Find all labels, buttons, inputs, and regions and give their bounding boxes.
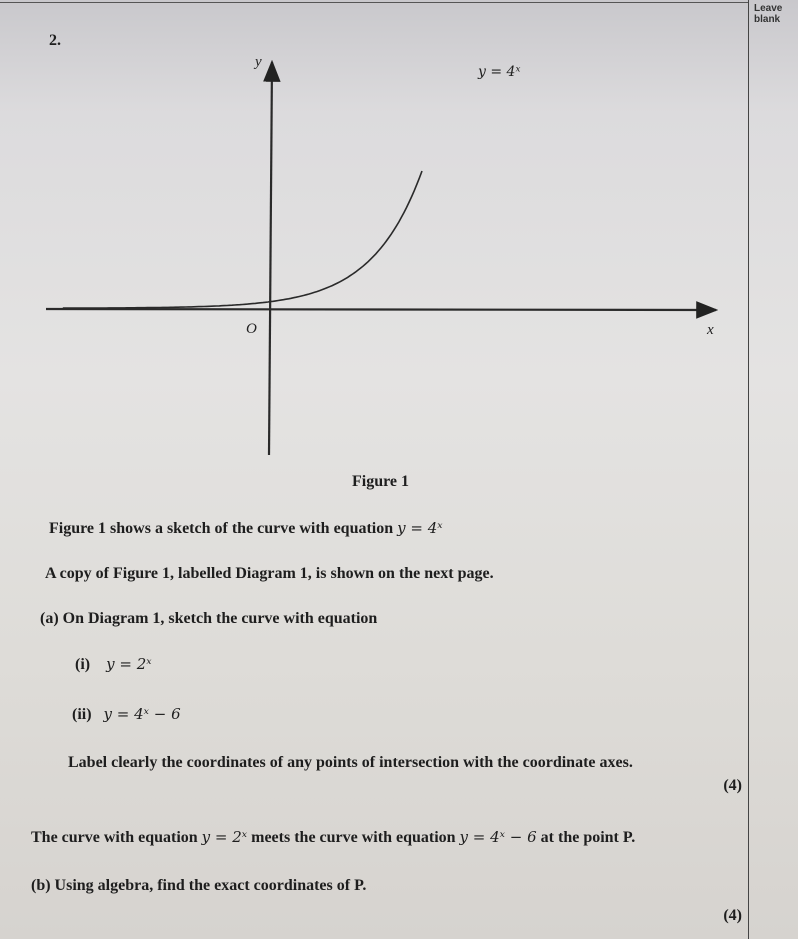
part-a-text: (a) On Diagram 1, sketch the curve with equation [40, 610, 378, 627]
part-a-ii-label: (ii) [72, 706, 92, 723]
question-number: 2. [49, 32, 61, 49]
meets-equation-1: y = 2ˣ [201, 828, 248, 846]
part-a-ii [72, 705, 181, 724]
x-axis [46, 309, 716, 310]
intro-line [49, 519, 443, 538]
part-a-i-label: (i) [75, 656, 91, 673]
marks-b: (4) [723, 907, 742, 924]
y-axis [269, 62, 272, 455]
y-axis-label: y [255, 54, 262, 70]
leave-label: Leave [754, 3, 783, 14]
intro-equation: y = 4ˣ [397, 519, 443, 537]
part-a-i-equation: y = 2ˣ [106, 655, 152, 673]
part-a-i [75, 655, 152, 674]
part-a-ii-equation: y = 4ˣ − 6 [103, 705, 181, 723]
origin-label: O [246, 321, 257, 337]
copy-note: A copy of Figure 1, labelled Diagram 1, is shown on the next page. [45, 565, 494, 582]
meets-pre-text: The curve with equation [31, 829, 198, 846]
meets-post-text: at the point P. [540, 829, 636, 846]
part-b-text: (b) Using algebra, find the exact coordinates of P. [31, 877, 367, 894]
intro-text: Figure 1 shows a sketch of the curve with equation [49, 520, 394, 537]
x-axis-label: x [707, 322, 714, 338]
meets-mid-text: meets the curve with equation [251, 829, 456, 846]
curve-y-4-power-x [63, 171, 422, 308]
meets-line [31, 828, 635, 847]
marks-a: (4) [723, 777, 742, 794]
curve-label: y = 4ˣ [478, 64, 521, 80]
blank-label: blank [754, 14, 781, 25]
label-instruction: Label clearly the coordinates of any points of intersection with the coordinate axes. [68, 754, 633, 771]
meets-equation-2: y = 4ˣ − 6 [459, 828, 537, 846]
figure-caption: Figure 1 [352, 473, 410, 490]
